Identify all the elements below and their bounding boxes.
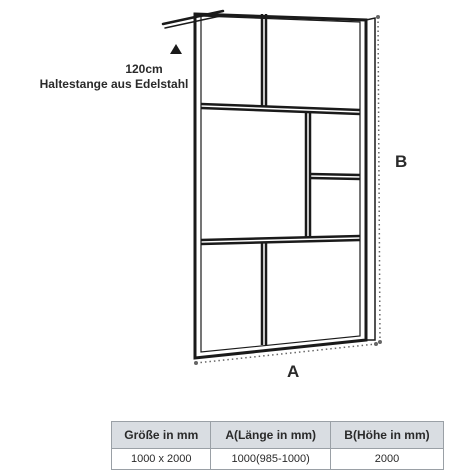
cell-height: 2000: [330, 449, 443, 470]
height-label-b: B: [395, 152, 408, 171]
support-bar-callout: [14, 62, 214, 92]
height-dimension-bottom-dot: [378, 340, 382, 344]
size-specs-table: [111, 421, 444, 470]
header-size: Größe in mm: [112, 422, 211, 449]
width-dimension-line: [196, 344, 376, 363]
cell-length: 1000(985-1000): [211, 449, 330, 470]
width-label-a: A: [287, 362, 300, 381]
width-dimension-left-dot: [194, 361, 198, 365]
glass-frame: [195, 14, 375, 358]
height-dimension-top-dot: [376, 15, 380, 19]
width-dimension-right-dot: [374, 342, 378, 346]
table-header-row: [112, 422, 444, 449]
bar-pointer-arrow-icon: [170, 44, 182, 54]
header-height: B(Höhe in mm): [330, 422, 443, 449]
height-dimension-line: [378, 17, 380, 342]
header-length: A(Länge in mm): [211, 422, 330, 449]
table-row: [112, 449, 444, 470]
support-bar-length: 120cm: [125, 62, 163, 76]
cell-size: 1000 x 2000: [112, 449, 211, 470]
support-bar-description: Haltestange aus Edelstahl: [39, 77, 189, 91]
frame-mullions: [201, 14, 360, 345]
